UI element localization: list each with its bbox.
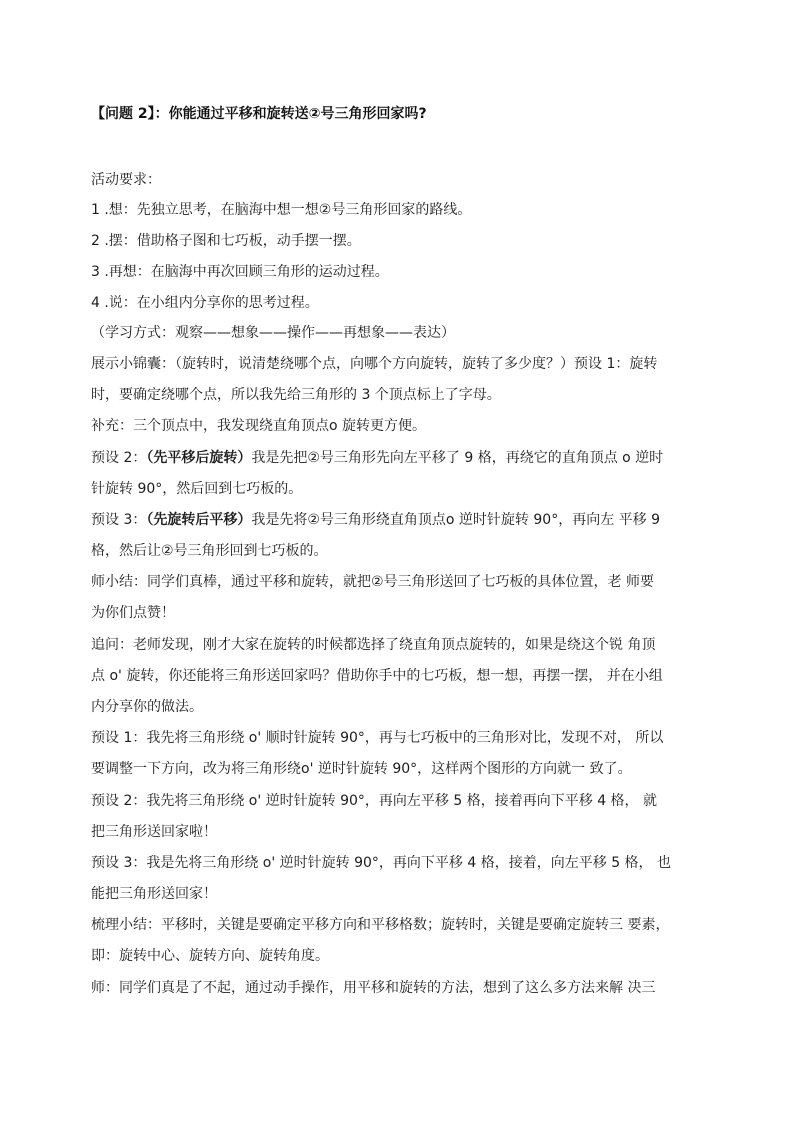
preset-text: 我是先将②号三角形绕直角顶点o 逆时针旋转 90°，再向左 平移 9 (251, 512, 660, 528)
paragraph-line: 格，然后让②号三角形回到七巧板的。 (91, 543, 328, 559)
paragraph-line: 内分享你的做法。 (91, 699, 203, 715)
paragraph-line (91, 510, 660, 530)
paragraph-line: 点 o' 旋转，你还能将三角形送回家吗？借助你手中的七巧板，想一想，再摆一摆， 并在小组 (91, 668, 663, 684)
preset-text: 我是先把②号三角形先向左平移了 9 格，再绕它的直角顶点 o 逆时 (251, 450, 664, 466)
paragraph-line: 为你们点赞！ (91, 605, 175, 621)
paragraph-line: 预设 1：我先将三角形绕 o' 顺时针旋转 90°，再与七巧板中的三角形对比，发现不对， 所以 (91, 730, 664, 746)
paragraph-line: 展示小锦囊：（旋转时，说清楚绕哪个点，向哪个方向旋转，旋转了多少度？）预设 1：旋转 (91, 356, 658, 372)
requirement-4: 4 .说：在小组内分享你的思考过程。 (91, 295, 319, 311)
paragraph-line (91, 448, 663, 468)
problem-title: 【问题 2】：你能通过平移和旋转送②号三角形回家吗? (91, 106, 427, 122)
paragraph-line: 补充：三个顶点中，我发现绕直角顶点o 旋转更方便。 (91, 418, 427, 434)
requirement-3: 3 .再想：在脑海中再次回顾三角形的运动过程。 (91, 264, 389, 280)
paragraph-line: 预设 3：我是先将三角形绕 o' 逆时针旋转 90°，再向下平移 4 格，接着，向左平移 5 格， 也 (91, 855, 671, 871)
requirement-2: 2 .摆：借助格子图和七巧板，动手摆一摆。 (91, 233, 361, 249)
paragraph-line: 预设 2：我先将三角形绕 o' 逆时针旋转 90°，再向左平移 5 格，接着再向下平移 4 格， 就 (91, 793, 657, 809)
requirement-1: 1 .想：先独立思考，在脑海中想一想②号三角形回家的路线。 (91, 202, 472, 218)
paragraph-line: 要调整一下方向，改为将三角形绕o' 逆时针旋转 90°，这样两个图形的方向就一 致了。 (91, 761, 632, 777)
paragraph-line: 梳理小结：平移时，关键是要确定平移方向和平移格数；旋转时，关键是要确定旋转三 要素， (91, 917, 670, 933)
preset-label: 预设 2： (91, 450, 147, 466)
activity-heading: 活动要求： (91, 172, 161, 188)
paragraph-line: 追问：老师发现，刚才大家在旋转的时候都选择了绕直角顶点旋转的，如果是绕这个锐 角顶 (91, 637, 656, 653)
preset-label: 预设 3： (91, 512, 147, 528)
paragraph-line: 时，要确定绕哪个点，所以我先给三角形的 3 个顶点标上了字母。 (91, 387, 501, 403)
paragraph-line: 师：同学们真是了不起，通过动手操作，用平移和旋转的方法，想到了这么多方法来解 决三 (91, 980, 656, 996)
paragraph-line: 把三角形送回家啦！ (91, 824, 217, 840)
bold-method: （先旋转后平移） (146, 512, 252, 528)
learning-method: （学习方式：观察——想象——操作——再想象——表达） (91, 325, 455, 341)
paragraph-line: 师小结：同学们真棒，通过平移和旋转，就把②号三角形送回了七巧板的具体位置，老 师要 (91, 574, 654, 590)
paragraph-line: 能把三角形送回家！ (91, 886, 217, 902)
bold-method: （先平移后旋转） (146, 450, 252, 466)
paragraph-line: 针旋转 90°，然后回到七巧板的。 (91, 481, 303, 497)
paragraph-line: 即：旋转中心、旋转方向、旋转角度。 (91, 948, 329, 964)
